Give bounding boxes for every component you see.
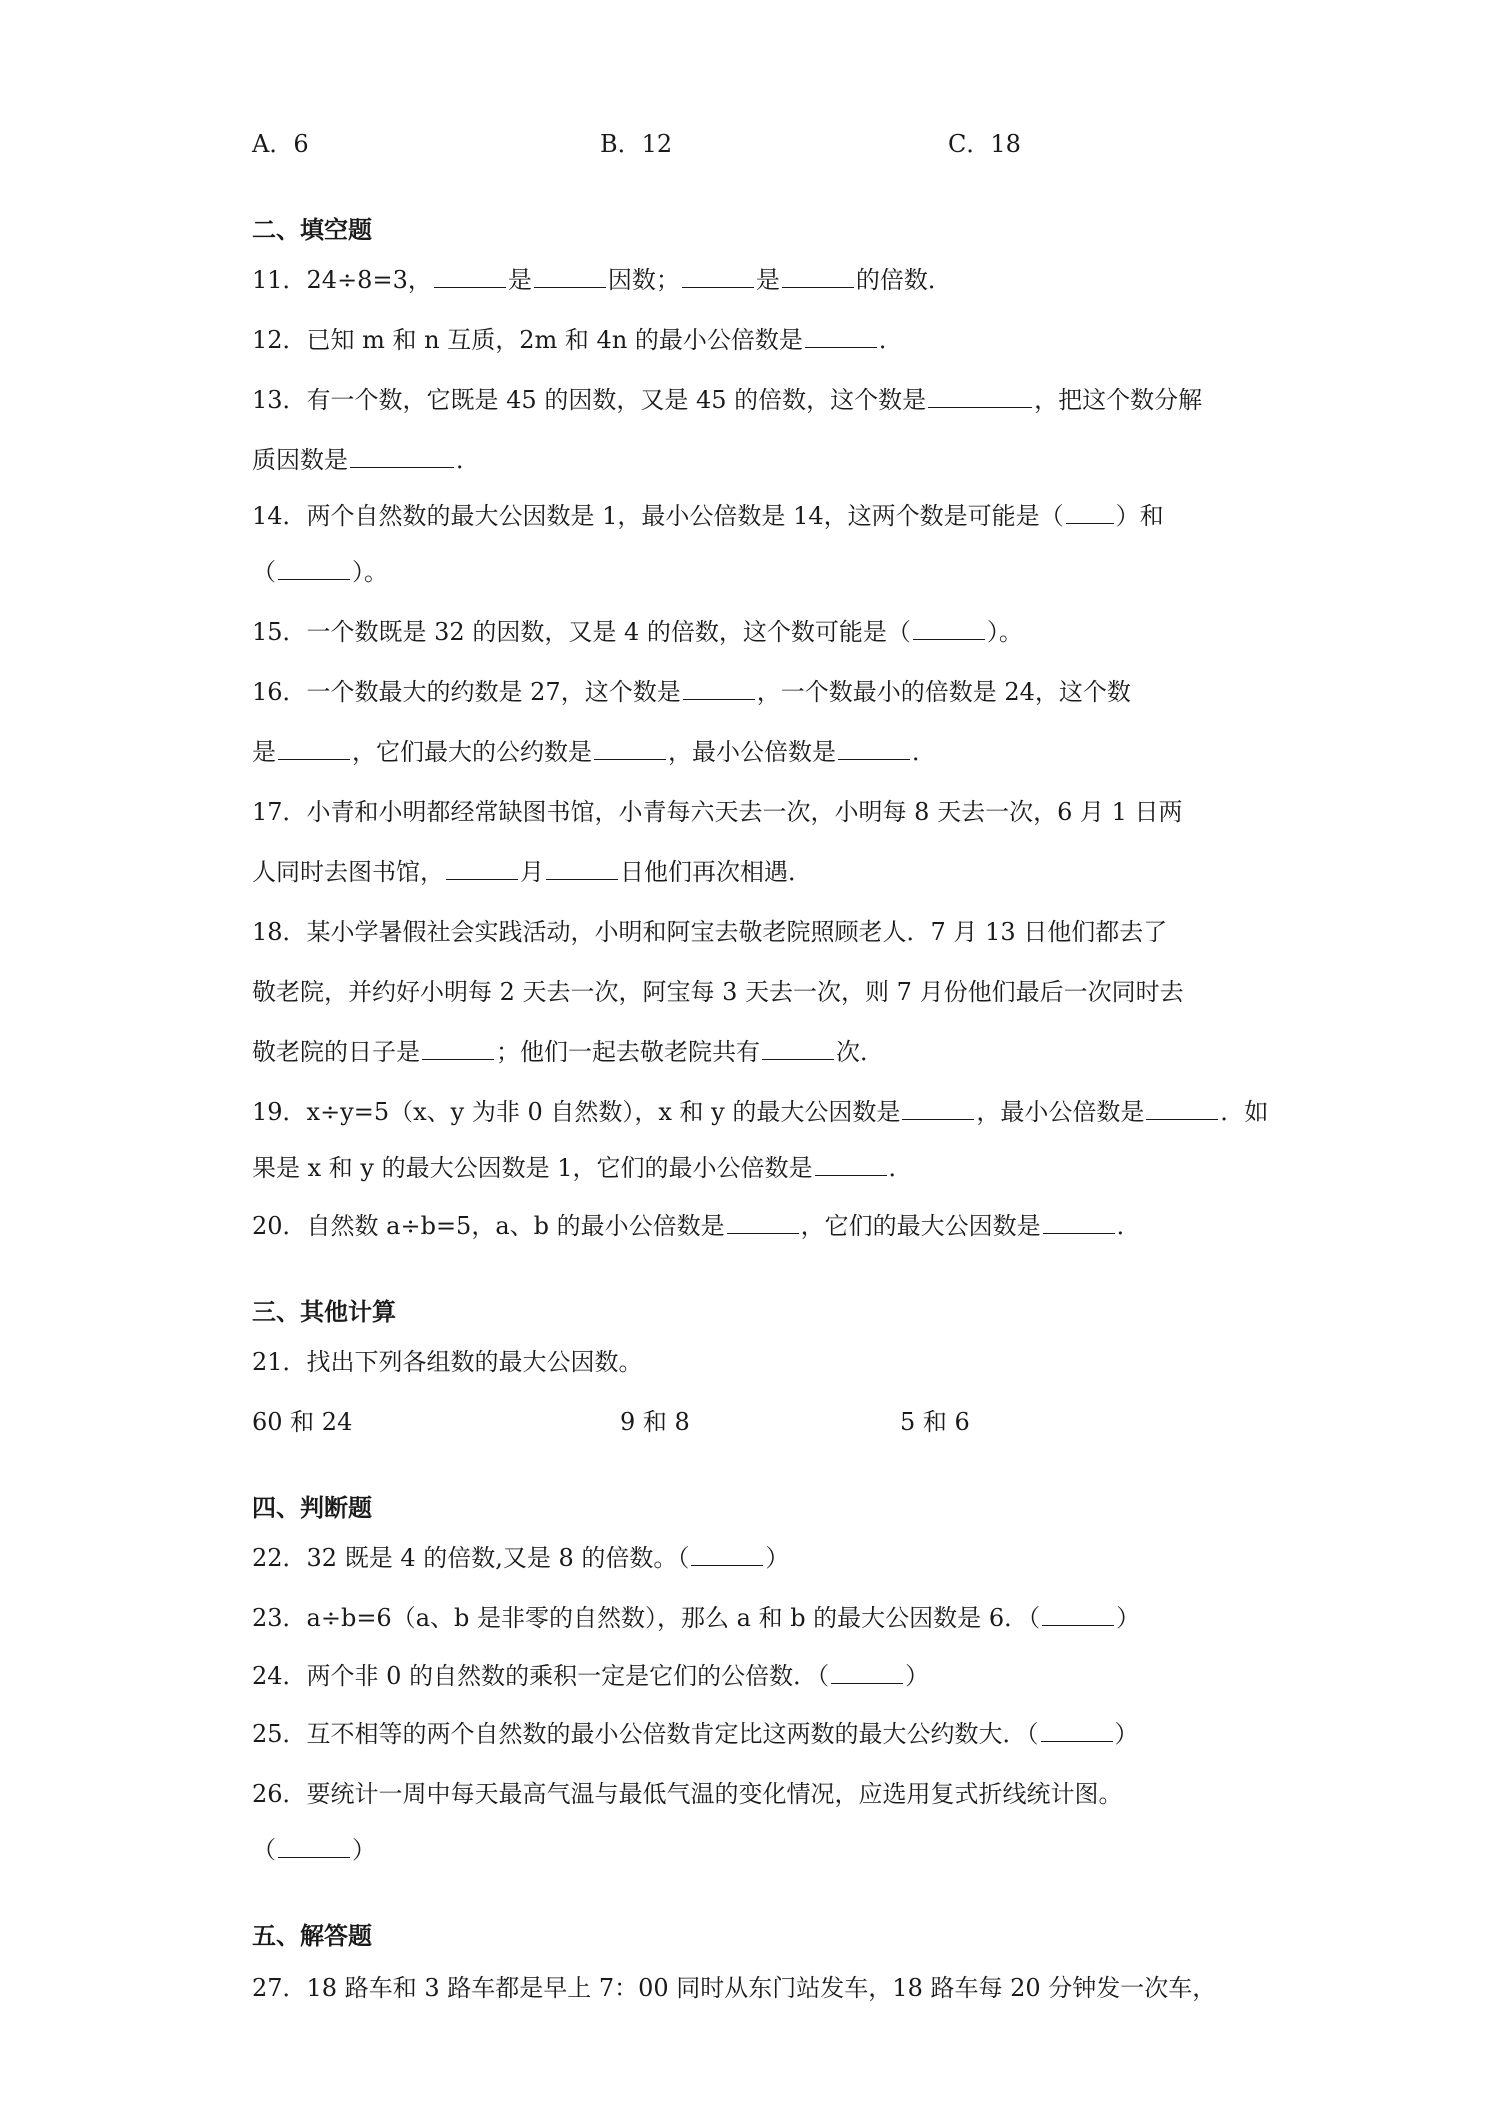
text-segment: ）和 (1115, 502, 1164, 530)
text-segment: ． (888, 1154, 913, 1182)
answer-blank (815, 1153, 887, 1176)
text-segment: 20．自然数 a÷b=5，a、b 的最小公倍数是 (252, 1212, 725, 1240)
text-segment: 19．x÷y=5（x、y 为非 0 自然数），x 和 y 的最大公因数是 (252, 1098, 901, 1126)
question-23 (252, 1602, 1140, 1634)
question-21: 21．找出下列各组数的最大公因数。 (252, 1348, 643, 1376)
text-segment: 18．某小学暑假社会实践活动，小明和阿宝去敬老院照顾老人．7 月 13 日他们都去了 (252, 918, 1168, 946)
answer-blank (838, 737, 910, 760)
text-segment: （ (252, 558, 276, 586)
text-segment: 17．小青和小明都经常缺图书馆，小青每六天去一次，小明每 8 天去一次，6 月 1 日两 (252, 798, 1183, 826)
answer-blank (1043, 1211, 1115, 1234)
text-segment: ）。 (352, 558, 388, 586)
answer-blank (902, 1097, 974, 1120)
text-segment: 因数； (607, 266, 680, 294)
q21-group-2: 9 和 8 (620, 1408, 690, 1436)
text-segment: 13．有一个数，它既是 45 的因数，又是 45 的倍数，这个数是 (252, 386, 927, 414)
question-12 (252, 324, 903, 356)
question-18-cont1 (252, 976, 1184, 1008)
text-segment: ） (1116, 1604, 1141, 1632)
question-13 (252, 384, 1202, 416)
question-20 (252, 1210, 1141, 1242)
answer-blank (1066, 501, 1114, 524)
question-26-cont (252, 1834, 376, 1866)
answer-blank (546, 857, 618, 880)
text-segment: 27．18 路车和 3 路车都是早上 7：00 同时从东门站发车，18 路车每 20 分钟发一次车， (252, 1974, 1217, 2002)
option-c: C．18 (948, 130, 1021, 158)
text-segment: 是 (252, 738, 276, 766)
question-14 (252, 500, 1164, 532)
text-segment: 22．32 既是 4 的倍数,又是 8 的倍数。（ (252, 1544, 690, 1572)
answer-blank (831, 1661, 903, 1684)
text-segment: 果是 x 和 y 的最大公因数是 1，它们的最小公倍数是 (252, 1154, 813, 1182)
answer-blank (446, 857, 518, 880)
text-segment: ．如 (1220, 1098, 1269, 1126)
text-segment: ． (878, 326, 903, 354)
question-25 (252, 1718, 1139, 1750)
question-18-cont2 (252, 1036, 884, 1068)
answer-blank (278, 557, 350, 580)
answer-blank (1042, 1603, 1114, 1626)
text-segment: ． (912, 738, 936, 766)
answer-blank (928, 385, 1032, 408)
answer-blank (278, 737, 350, 760)
question-22 (252, 1542, 789, 1574)
answer-blank (805, 325, 877, 348)
question-17 (252, 796, 1183, 828)
text-segment: ） (905, 1662, 930, 1690)
text-segment: 24．两个非 0 的自然数的乘积一定是它们的公倍数．（ (252, 1662, 830, 1690)
text-segment: 质因数是 (252, 446, 348, 474)
q21-group-1: 60 和 24 (252, 1408, 353, 1436)
section-heading-solve: 五、解答题 (252, 1922, 372, 1950)
question-15 (252, 616, 1023, 648)
question-27 (252, 1972, 1216, 2004)
answer-blank (682, 265, 754, 288)
text-segment: ，把这个数分解 (1034, 386, 1203, 414)
answer-blank (762, 1037, 834, 1060)
question-24 (252, 1660, 929, 1692)
answer-blank (1041, 1719, 1113, 1742)
question-16-cont (252, 736, 936, 768)
text-segment: 的倍数． (855, 266, 952, 294)
text-segment: 16．一个数最大的约数是 27，这个数是 (252, 678, 681, 706)
answer-blank (594, 737, 666, 760)
text-segment: ，它们的最大公因数是 (800, 1212, 1041, 1240)
answer-blank (727, 1211, 799, 1234)
question-18 (252, 916, 1167, 948)
text-segment: 月 (520, 858, 544, 886)
text-segment: ，最小公倍数是 (668, 738, 836, 766)
option-a: A．6 (252, 130, 309, 158)
text-segment: 12．已知 m 和 n 互质，2m 和 4n 的最小公倍数是 (252, 326, 803, 354)
text-segment: ）。 (986, 618, 1023, 646)
option-b: B．12 (600, 130, 673, 158)
answer-blank (350, 445, 454, 468)
text-segment: ；他们一起去敬老院共有 (496, 1038, 760, 1066)
answer-blank (691, 1543, 763, 1566)
text-segment: 25．互不相等的两个自然数的最小公倍数肯定比这两数的最大公约数大．（ (252, 1720, 1039, 1748)
question-17-cont (252, 856, 812, 888)
answer-blank (434, 265, 506, 288)
question-19 (252, 1096, 1268, 1128)
text-segment: 日他们再次相遇． (620, 858, 812, 886)
text-segment: ） (1114, 1720, 1139, 1748)
answer-blank (422, 1037, 494, 1060)
question-16 (252, 676, 1131, 708)
text-segment: 11．24÷8=3， (252, 266, 432, 294)
text-segment: 26．要统计一周中每天最高气温与最低气温的变化情况，应选用复式折线统计图。 (252, 1780, 1123, 1808)
text-segment: 是 (755, 266, 780, 294)
text-segment: 是 (507, 266, 532, 294)
text-segment: ，一个数最小的倍数是 24，这个数 (756, 678, 1131, 706)
text-segment: 人同时去图书馆， (252, 858, 444, 886)
answer-blank (1146, 1097, 1218, 1120)
answer-blank (782, 265, 854, 288)
text-segment: ） (352, 1836, 376, 1864)
question-11 (252, 264, 952, 296)
text-segment: 23．a÷b=6（a、b 是非零的自然数），那么 a 和 b 的最大公因数是 6．（ (252, 1604, 1041, 1632)
text-segment: 敬老院的日子是 (252, 1038, 420, 1066)
text-segment: ，最小公倍数是 (976, 1098, 1145, 1126)
question-19-cont (252, 1152, 913, 1184)
q21-group-3: 5 和 6 (900, 1408, 970, 1436)
question-26 (252, 1778, 1123, 1810)
text-segment: ） (765, 1544, 790, 1572)
text-segment: ，它们最大的公约数是 (352, 738, 592, 766)
answer-blank (278, 1835, 350, 1858)
text-segment: ． (1116, 1212, 1141, 1240)
answer-blank (683, 677, 755, 700)
text-segment: 14．两个自然数的最大公因数是 1，最小公倍数是 14，这两个数是可能是（ (252, 502, 1064, 530)
question-14-cont (252, 556, 388, 588)
text-segment: 次． (836, 1038, 884, 1066)
text-segment: 敬老院，并约好小明每 2 天去一次，阿宝每 3 天去一次，则 7 月份他们最后一次同时去 (252, 978, 1184, 1006)
answer-blank (534, 265, 606, 288)
question-13-cont (252, 444, 480, 476)
section-heading-fill: 二、填空题 (252, 216, 372, 244)
section-heading-judge: 四、判断题 (252, 1494, 372, 1522)
section-heading-calc: 三、其他计算 (252, 1298, 396, 1326)
text-segment: ． (456, 446, 480, 474)
text-segment: 15．一个数既是 32 的因数，又是 4 的倍数，这个数可能是（ (252, 618, 911, 646)
text-segment: （ (252, 1836, 276, 1864)
answer-blank (913, 617, 985, 640)
